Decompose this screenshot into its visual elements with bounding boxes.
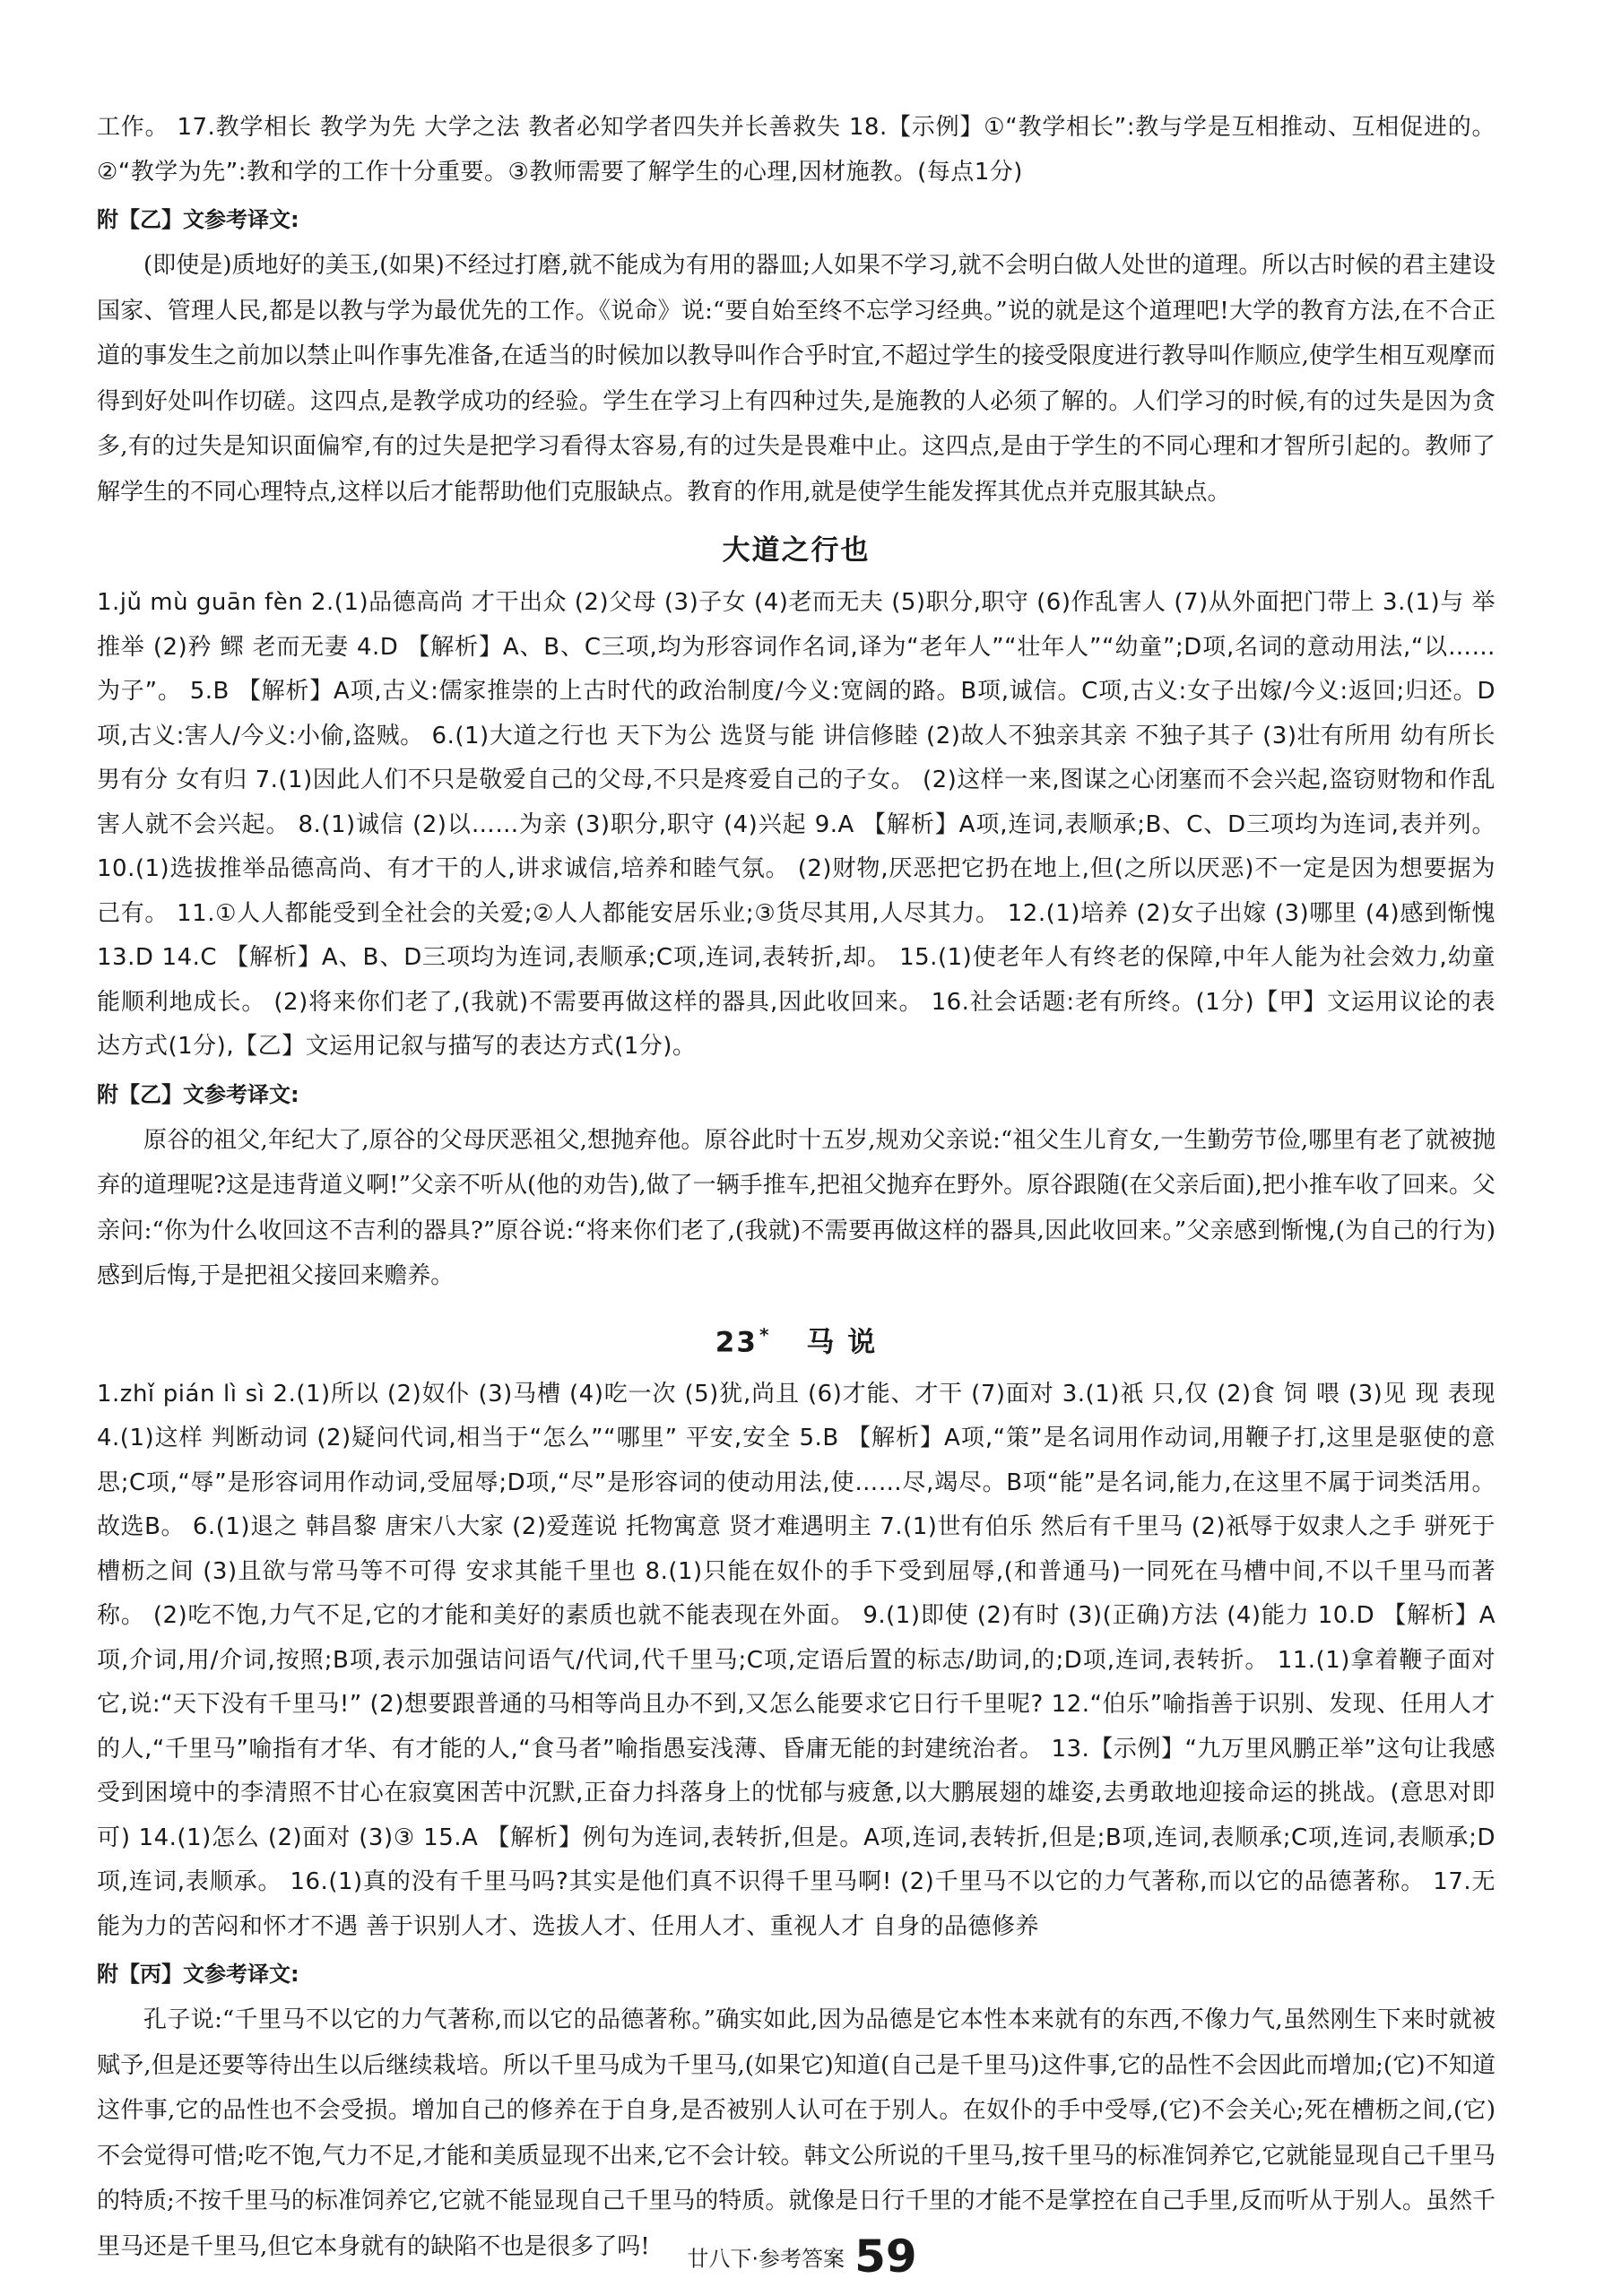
translation-label: 附【乙】文参考译文: [97,207,299,232]
footer-label: 廿八下·参考答案 [687,2246,845,2272]
answer-paragraph: 1.jǔ mù guān fèn 2.(1)品德高尚 才干出众 (2)父母 (3)子女 (4)老而无夫 (5)职分,职守 (6)作乱害人 (7)从外面把门带上 3.(1)与 举 推举 (2)矜 鳏 老而无妻 4.D 【解析】A、B、C三项,均为形容词作名词,译为“老年人”“壮年人”“幼童”;D项,名词的意动用法,“以……为子”。 5.B 【解析】A项,古义:儒家推崇的上古时代的政治制度/今义:宽阔的路。B项,诚信。C项,古义:女子出嫁/今义:返回;归还。D项,古义:害人/今义:小偷,盗贼。 6.(1)大道之行也 天下为公 选贤与能 讲信修睦 (2)故人不独亲其亲 不独子其子 (3)壮有所用 幼有所长 男有分 女有归 7.(1)因此人们不只是敬爱自己的父母,不只是疼爱自己的子女。 (2)这样一来,图谋之心闭塞而不会兴起,盗窃财物和作乱害人就不会兴起。 8.(1)诚信 (2)以……为亲 (3)职分,职守 (4)兴起 9.A 【解析】A项,连词,表顺承;B、C、D三项均为连词,表并列。 10.(1)选拔推举品德高尚、有才干的人,讲求诚信,培养和睦气氛。 (2)财物,厌恶把它扔在地上,但(之所以厌恶)不一定是因为想要据为己有。 11.①人人都能受到全社会的关爱;②人人都能安居乐业;③货尽其用,人尽其力。 12.(1)培养 (2)女子出嫁 (3)哪里 (4)感到惭愧 13.D 14.C 【解析】A、B、D三项均为连词,表顺承;C项,连词,表转折,却。 15.(1)使老年人有终老的保障,中年人能为社会效力,幼童能顺利地成长。 (2)将来你们老了,(我就)不需要再做这样的器具,因此收回来。 16.社会话题:老有所终。(1分)【甲】文运用议论的表达方式(1分),【乙】文运用记叙与描写的表达方式(1分)。 [97,589,1496,1060]
translation-paragraph: 原谷的祖父,年纪大了,原谷的父母厌恶祖父,想抛弃他。原谷此时十五岁,规劝父亲说:“祖父生儿育女,一生勤劳节俭,哪里有老了就被抛弃的道理呢?这是违背道义啊!”父亲不听从(他的劝告),做了一辆手推车,把祖父抛弃在野外。原谷跟随(在父亲后面),把小推车收了回来。父亲问:“你为什么收回这不吉利的器具?”原谷说:“将来你们老了,(我就)不需要再做这样的器具,因此收回来。”父亲感到惭愧,(为自己的行为)感到后悔,于是把祖父接回来赡养。 [97,1126,1496,1289]
section-heading [97,1306,1496,1371]
page-footer [0,2231,1604,2283]
translation-paragraph: 孔子说:“千里马不以它的力气著称,而以它的品德著称。”确实如此,因为品德是它本性本来就有的东西,不像力气,虽然刚生下来时就被赋予,但是还要等待出生以后继续栽培。所以千里马成为千里马,(如果它)知道(自己是千里马)这件事,它的品性不会因此而增加;(它)不知道这件事,它的品性也不会受损。增加自己的修养在于自身,是否被别人认可在于别人。在奴仆的手中受辱,(它)不会关心;死在槽枥之间,(它)不会觉得可惜;吃不饱,气力不足,才能和美质显现不出来,它不会计较。韩文公所说的千里马,按千里马的标准饲养它,它就能显现自己千里马的特质;不按千里马的标准饲养它,它就不能显现自己千里马的特质。就像是日行千里的才能不是掌控在自己手里,反而听从于别人。虽然千里马还是千里马,但它本身就有的缺陷不也是很多了吗! [97,2006,1496,2260]
page-number: 59 [854,2231,917,2283]
heading-title: 大道之行也 [722,534,871,567]
translation-label: 附【乙】文参考译文: [97,1081,299,1107]
answer-paragraph: 工作。 17.教学相长 教学为先 大学之法 教者必知学者四失并长善救失 18.【示例】①“教学相长”:教与学是互相推动、互相促进的。②“教学为先”:教和学的工作十分重要。③教师需要了解学生的心理,因材施教。(每点1分) [97,114,1496,186]
heading-number: 23 [715,1325,758,1358]
page-content [97,106,1496,2269]
translation-paragraph: (即使是)质地好的美玉,(如果)不经过打磨,就不能成为有用的器皿;人如果不学习,就不会明白做人处世的道理。所以古时候的君主建设国家、管理人民,都是以教与学为最优先的工作。《说命》说:“要自始至终不忘学习经典。”说的就是这个道理吧!大学的教育方法,在不合正道的事发生之前加以禁止叫作事先准备,在适当的时候加以教导叫作合乎时宜,不超过学生的接受限度进行教导叫作顺应,使学生相互观摩而得到好处叫作切磋。这四点,是教学成功的经验。学生在学习上有四种过失,是施教的人必须了解的。人们学习的时候,有的过失是因为贪多,有的过失是知识面偏窄,有的过失是把学习看得太容易,有的过失是畏难中止。这四点,是由于学生的不同心理和才智所引起的。教师了解学生的不同心理特点,这样以后才能帮助他们克服缺点。教育的作用,就是使学生能发挥其优点并克服其缺点。 [97,252,1496,506]
heading-title: 马 说 [806,1325,878,1358]
answer-paragraph: 1.zhǐ pián lì sì 2.(1)所以 (2)奴仆 (3)马槽 (4)吃一次 (5)犹,尚且 (6)才能、才干 (7)面对 3.(1)祇 只,仅 (2)食 饲 喂 (3)见 现 表现 4.(1)这样 判断动词 (2)疑问代词,相当于“怎么”“哪里” 平安,安全 5.B 【解析】A项,“策”是名词用作动词,用鞭子打,这里是驱使的意思;C项,“辱”是形容词用作动词,受屈辱;D项,“尽”是形容词的使动用法,使……尽,竭尽。B项“能”是名词,能力,在这里不属于词类活用。故选B。 6.(1)退之 韩昌黎 唐宋八大家 (2)爱莲说 托物寓意 贤才难遇明主 7.(1)世有伯乐 然后有千里马 (2)祇辱于奴隶人之手 骈死于槽枥之间 (3)且欲与常马等不可得 安求其能千里也 8.(1)只能在奴仆的手下受到屈辱,(和普通马)一同死在马槽中间,不以千里马而著称。 (2)吃不饱,力气不足,它的才能和美好的素质也就不能表现在外面。 9.(1)即使 (2)有时 (3)(正确)方法 (4)能力 10.D 【解析】A项,介词,用/介词,按照;B项,表示加强诘问语气/代词,代千里马;C项,定语后置的标志/助词,的;D项,连词,表转折。 11.(1)拿着鞭子面对它,说:“天下没有千里马!” (2)想要跟普通的马相等尚且办不到,又怎么能要求它日行千里呢? 12.“伯乐”喻指善于识别、发现、任用人才的人,“千里马”喻指有才华、有才能的人,“食马者”喻指愚妄浅薄、昏庸无能的封建统治者。 13.【示例】“九万里风鹏正举”这句让我感受到困境中的李清照不甘心在寂寞困苦中沉默,正奋力抖落身上的忧郁与疲惫,以大鹏展翅的雄姿,去勇敢地迎接命运的挑战。(意思对即可) 14.(1)怎么 (2)面对 (3)③ 15.A 【解析】例句为连词,表转折,但是。A项,连词,表转折,但是;B项,连词,表顺承;C项,连词,表顺承;D项,连词,表顺承。 16.(1)真的没有千里马吗?其实是他们真不识得千里马啊! (2)千里马不以它的力气著称,而以它的品德著称。 17.无能为力的苦闷和怀才不遇 善于识别人才、选拔人才、任用人才、重视人才 自身的品德修养 [97,1380,1496,1940]
translation-label: 附【丙】文参考译文: [97,1962,299,1988]
section-heading [97,522,1496,579]
heading-mark: * [759,1323,771,1346]
